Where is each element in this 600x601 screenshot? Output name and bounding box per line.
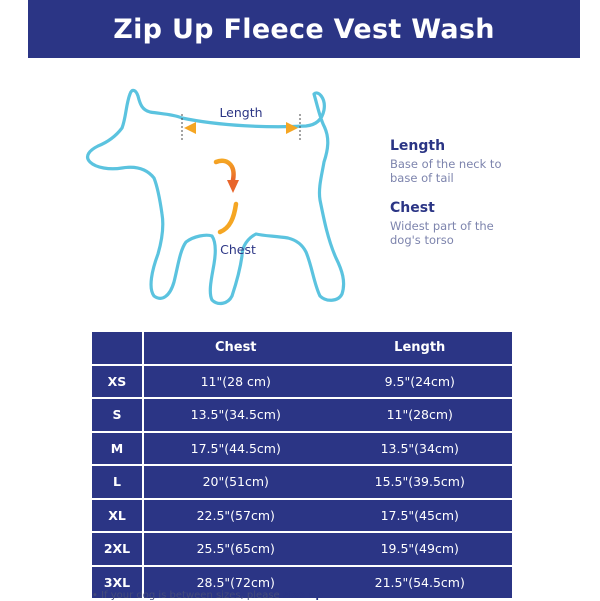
length-cell: 11"(28cm) xyxy=(328,398,513,432)
legend-chest xyxy=(390,200,580,247)
table-row xyxy=(92,532,512,566)
footnote-text: • If your dog is between sizes, please xyxy=(92,590,283,601)
chest-arrow xyxy=(216,161,239,232)
table-row xyxy=(92,365,512,399)
chest-cell: 17.5"(44.5cm) xyxy=(143,432,328,466)
length-cell: 9.5"(24cm) xyxy=(328,365,513,399)
length-diagram-label: Length xyxy=(219,105,263,120)
footnote-emphasis: size up xyxy=(282,590,323,601)
legend-length xyxy=(390,138,580,185)
legend-length-desc: Base of the neck to base of tail xyxy=(390,157,502,185)
title-banner xyxy=(28,0,580,58)
size-cell: 3XL xyxy=(92,566,143,600)
length-cell: 15.5"(39.5cm) xyxy=(328,465,513,499)
size-cell: XS xyxy=(92,365,143,399)
column-header-length: Length xyxy=(328,332,513,365)
legend-chest-desc: Widest part of the dog's torso xyxy=(390,219,494,247)
table-row xyxy=(92,499,512,533)
length-cell: 13.5"(34cm) xyxy=(328,432,513,466)
chest-diagram-label: Chest xyxy=(220,242,256,257)
chest-cell: 11"(28 cm) xyxy=(143,365,328,399)
size-cell: L xyxy=(92,465,143,499)
dog-illustration xyxy=(70,70,370,320)
column-header-chest: Chest xyxy=(143,332,328,365)
size-cell: M xyxy=(92,432,143,466)
chest-cell: 28.5"(72cm) xyxy=(143,566,328,600)
page-title: Zip Up Fleece Vest Wash xyxy=(113,13,495,45)
legend-chest-title: Chest xyxy=(390,200,435,216)
table-header-row xyxy=(92,332,512,365)
size-chart-table xyxy=(92,332,512,600)
length-arrow xyxy=(184,122,298,134)
dog-measurement-diagram xyxy=(70,70,370,320)
chest-cell: 22.5"(57cm) xyxy=(143,499,328,533)
dog-outline xyxy=(88,90,344,303)
table-corner-cell xyxy=(92,332,143,365)
legend-length-title: Length xyxy=(390,138,446,154)
size-cell: S xyxy=(92,398,143,432)
size-cell: XL xyxy=(92,499,143,533)
table-row xyxy=(92,398,512,432)
table-row xyxy=(92,465,512,499)
length-cell: 17.5"(45cm) xyxy=(328,499,513,533)
table-row xyxy=(92,432,512,466)
chest-cell: 13.5"(34.5cm) xyxy=(143,398,328,432)
chest-cell: 20"(51cm) xyxy=(143,465,328,499)
length-cell: 21.5"(54.5cm) xyxy=(328,566,513,600)
chest-cell: 25.5"(65cm) xyxy=(143,532,328,566)
footnote xyxy=(92,590,323,601)
length-cell: 19.5"(49cm) xyxy=(328,532,513,566)
size-cell: 2XL xyxy=(92,532,143,566)
